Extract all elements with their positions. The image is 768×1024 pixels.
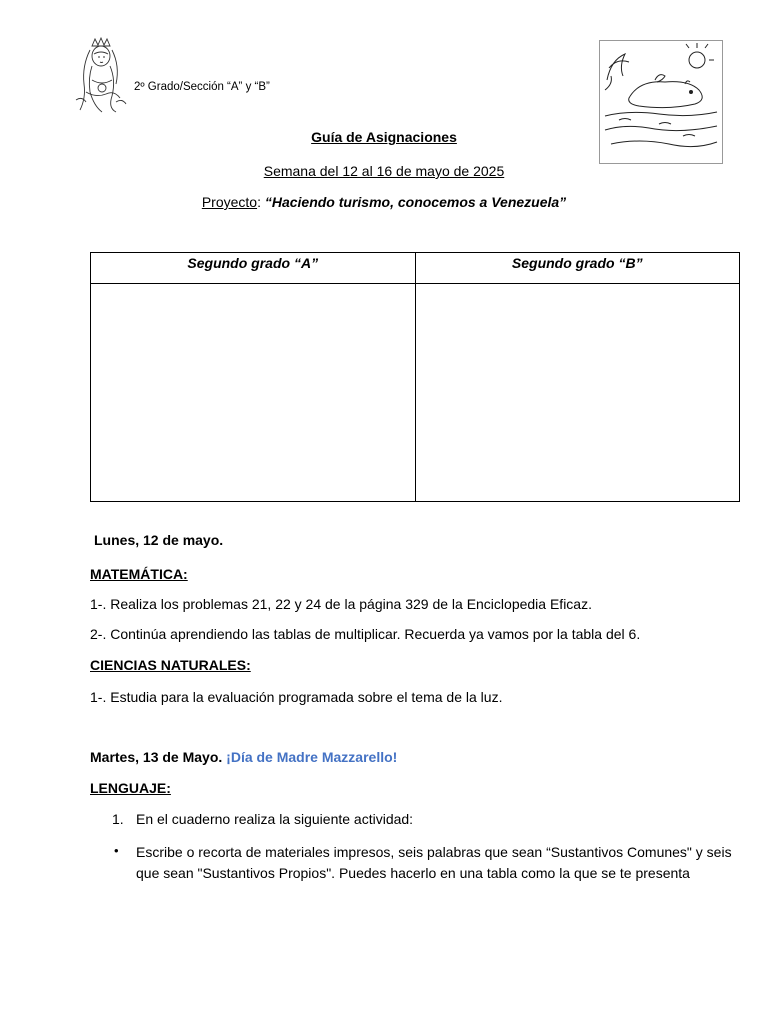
celebration-text: ¡Día de Madre Mazzarello! bbox=[226, 749, 398, 765]
project-label: Proyecto bbox=[201, 194, 258, 210]
monday-date: Lunes, 12 de mayo. bbox=[94, 532, 224, 548]
project-name: “Haciendo turismo, conocemos a Venezuela” bbox=[264, 194, 567, 210]
project-separator: : bbox=[257, 194, 265, 210]
bullet-icon: • bbox=[114, 843, 119, 858]
grades-table bbox=[90, 252, 740, 502]
science-item-1: 1-. Estudia para la evaluación programada sobre el tema de la luz. bbox=[90, 689, 503, 705]
tuesday-date: Martes, 13 de Mayo. bbox=[90, 749, 223, 765]
grade-a-cell bbox=[91, 284, 416, 502]
column-header-grade-b: Segundo grado “B” bbox=[415, 253, 740, 284]
week-subtitle: Semana del 12 al 16 de mayo de 2025 bbox=[263, 163, 505, 179]
project-line bbox=[0, 194, 768, 210]
grade-b-cell bbox=[415, 284, 740, 502]
grade-section-header: 2º Grado/Sección “A” y “B” bbox=[134, 81, 270, 93]
language-list-item: En el cuaderno realiza la siguiente actividad: bbox=[136, 811, 414, 827]
subject-lenguaje: LENGUAJE: bbox=[90, 780, 171, 796]
saint-portrait-logo bbox=[72, 36, 128, 114]
column-header-grade-a: Segundo grado “A” bbox=[91, 253, 416, 284]
capybara-illustration bbox=[599, 40, 723, 164]
list-number: 1. bbox=[112, 811, 124, 827]
math-item-2: 2-. Continúa aprendiendo las tablas de multiplicar. Recuerda ya vamos por la tabla del 6. bbox=[90, 626, 641, 642]
guide-title: Guía de Asignaciones bbox=[311, 129, 457, 145]
math-item-1: 1-. Realiza los problemas 21, 22 y 24 de la página 329 de la Enciclopedia Eficaz. bbox=[90, 596, 592, 612]
subject-ciencias-naturales: CIENCIAS NATURALES: bbox=[90, 657, 251, 673]
tuesday-line bbox=[90, 749, 397, 765]
language-bullet-text: Escribe o recorta de materiales impresos, seis palabras que sean “Sustantivos Comunes" y seis que sean "Sustantivos Propios". Puedes hacerlo en una tabla como la que se te presenta bbox=[136, 844, 732, 881]
subject-matematica: MATEMÁTICA: bbox=[90, 566, 188, 582]
